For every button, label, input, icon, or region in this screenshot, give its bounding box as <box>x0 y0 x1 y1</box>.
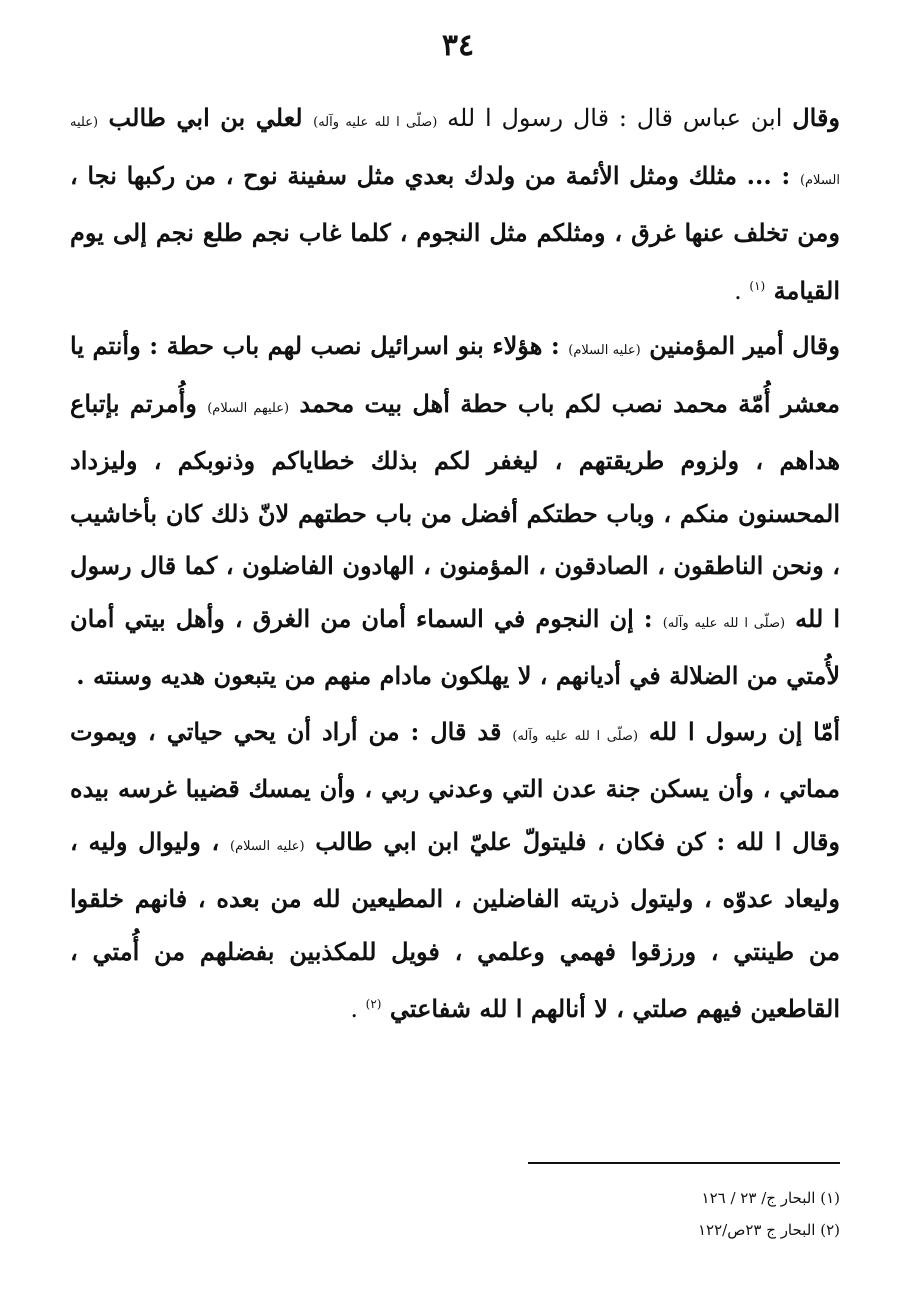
honorific: (صلّى ا لله عليه وآله) <box>662 615 786 631</box>
footnotes <box>440 1182 840 1246</box>
paragraph-ibn-abbas <box>70 92 840 317</box>
paragraph-opener: وقال <box>792 331 840 360</box>
footnote-ref-2[interactable]: (٢) <box>365 997 382 1011</box>
text-segment: لعلي بن ابي طالب <box>98 103 314 132</box>
paragraph-amma-inna <box>70 706 840 1036</box>
paragraph-opener: وقال <box>792 103 840 132</box>
footnote-1: (١) البحار ج/ ٢٣ / ١٢٦ <box>701 1189 840 1207</box>
honorific: (عليه السلام) <box>230 838 305 854</box>
text-segment: . <box>350 995 366 1023</box>
footnote-separator <box>528 1162 840 1164</box>
text-segment: أمّا إن رسول ا لله <box>638 716 841 746</box>
text-segment: وأُمرتم بإتباع هداهم ، ولزوم طريقتهم ، ليغفر لكم بذلك خطاياكم وذنوبكم ، وليزداد المحسنون منكم ، وباب حطتكم أفضل من باب حطتهم لانّ ذلك كان بأخاشيب ، ونحن الناطقون ، الصادقون ، المؤمنون ، الهادون الفاضلون ، كما قال رسول ا لله <box>70 388 840 633</box>
honorific: (عليه السلام) <box>568 343 641 358</box>
paragraph-amir-almuminin <box>70 320 840 703</box>
honorific: (صلّى ا لله عليه وآله) <box>512 728 639 744</box>
text-segment: : ... مثلك ومثل الأئمة من ولدك بعدي مثل سفينة نوح ، من ركبها نجا ، ومن تخلف عنها غرق ، ومثلكم مثل النجوم ، كلما غاب نجم طلع نجم إلى يوم القيامة <box>70 160 840 305</box>
footnote-2: (٢) البحار ج ٢٣ص/١٢٢ <box>697 1221 840 1239</box>
text-segment: . <box>734 276 750 305</box>
honorific: (عليه السلام) <box>70 115 840 188</box>
text-segment: ، وليوال وليه ، وليعاد عدوّه ، وليتول ذريته الفاضلين ، المطيعين لله من بعده ، فانهم خلقوا من طينتي ، ورزقوا فهمي وعلمي ، فويل للمكذبين بفضلهم من أُمتي ، القاطعين فيهم صلتي ، لا أنالهم ا لله شفاعتي <box>70 826 841 1023</box>
honorific: (صلّى ا لله عليه وآله) <box>313 115 438 130</box>
text-segment: ابن عباس قال : قال رسول ا لله <box>437 104 793 132</box>
text-segment: : هؤلاء بنو اسرائيل نصب لهم باب حطة : وأنتم يا معشر أُمّة محمد نصب لكم باب حطة أهل بيت محمد <box>70 331 841 418</box>
main-text <box>70 92 840 1036</box>
text-segment: قد قال : من أراد أن يحي حياتي ، ويموت مماتي ، وأن يسكن جنة عدن التي وعدني ربي ، وأن يمسك قضيبا غرسه بيده وقال ا لله : كن فكان ، فليتولّ عليّ ابن ابي طالب <box>70 716 841 856</box>
text-segment: أمير المؤمنين <box>640 331 793 360</box>
honorific: (عليهم السلام) <box>207 400 290 416</box>
text-segment: : إن النجوم في السماء أمان من الغرق ، وأهل بيتي أمان لأُمتي من الضلالة في أديانهم ، لا يهلكون مادام منهم من يتبعون هديه وسنته . <box>70 603 840 690</box>
footnote-ref-1[interactable]: (١) <box>749 278 766 293</box>
page-number: ٣٤ <box>441 28 475 63</box>
